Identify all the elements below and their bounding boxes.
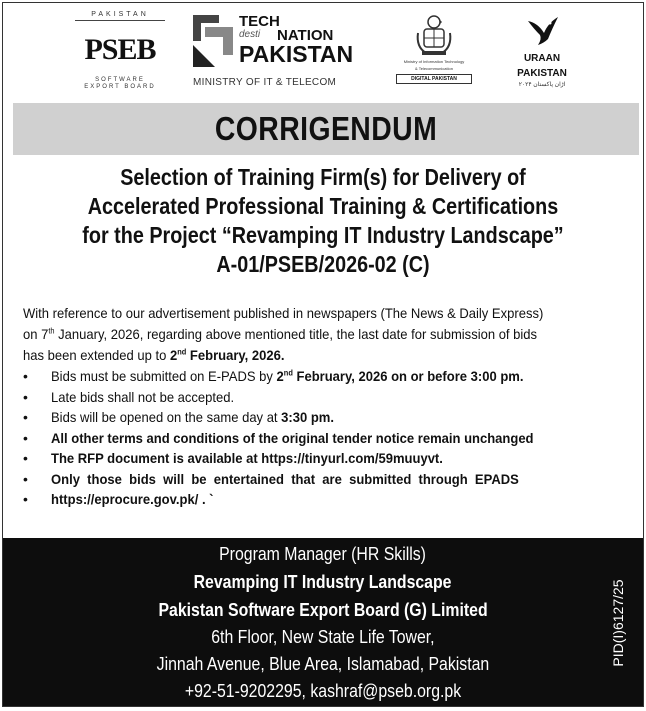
footer-address-1-text: 6th Floor, New State Life Tower, <box>211 627 435 647</box>
heading-line-1: Selection of Training Firm(s) for Delivery of <box>120 164 526 190</box>
intro-line-2-start: on 7 <box>23 326 49 342</box>
heading-line-3: for the Project “Revamping IT Industry Landscape” <box>82 222 564 248</box>
pid-reference-text: PID(I)6127/25 <box>610 579 626 667</box>
uraan-logo-urdu-text: اڑان پاکستان ۲۰۲۴ <box>518 82 566 88</box>
intro-line-1 <box>23 303 629 324</box>
logo-row <box>3 3 643 103</box>
tech-logo-word-pakistan: PAKISTAN <box>239 41 354 67</box>
notice-bullet-list <box>23 366 629 510</box>
pseb-logo-bottom-line2: EXPORT BOARD <box>84 84 156 90</box>
notice-body <box>23 303 629 510</box>
pseb-logo <box>75 11 165 91</box>
footer-project <box>3 572 643 593</box>
bullet-6-line-1: Only those bids will be entertained that are submitted through EPADS <box>51 470 519 487</box>
bullet-1-sup: nd <box>283 368 293 378</box>
bullet-4-text: All other terms and conditions of the original tender notice remain unchanged <box>51 429 534 446</box>
bullet-epads-continued <box>23 489 629 510</box>
footer-address-2 <box>3 654 643 675</box>
bullet-opening-time <box>23 407 629 428</box>
bullet-6-link[interactable]: https://eprocure.gov.pk/ . ` <box>51 491 214 507</box>
bullet-late-bids <box>23 387 629 408</box>
footer-address-1 <box>3 627 643 648</box>
footer-contact <box>3 681 643 702</box>
bullet-3-time: 3:30 pm. <box>281 409 335 425</box>
corrigendum-advertisement <box>2 2 644 707</box>
bullet-2-text: Late bids shall not be accepted. <box>51 388 235 405</box>
footer-project-text: Revamping IT Industry Landscape <box>194 572 452 592</box>
bullet-1-text: Bids must be submitted on E-PADS by <box>51 368 277 384</box>
heading-line-2: Accelerated Professional Training & Certifications <box>87 193 559 219</box>
bullet-epads <box>23 469 629 490</box>
notice-heading <box>3 163 643 279</box>
intro-line-2 <box>23 324 629 345</box>
ministry-it-logo <box>396 13 472 93</box>
heading-line-4: A-01/PSEB/2026-02 (C) <box>216 251 430 277</box>
intro-line-2-end: January, 2026, regarding above mentioned title, the last date for submission of bids <box>54 326 538 342</box>
intro-line-3 <box>23 345 629 366</box>
intro-line-3-date-day: 2 <box>169 347 178 363</box>
bullet-submission-deadline <box>23 366 629 387</box>
tech-destination-mark-icon <box>193 15 233 67</box>
bullet-other-terms <box>23 428 629 449</box>
ministry-logo-line2: & Telecommunication <box>415 66 453 71</box>
intro-line-3-date: February, 2026. <box>186 347 285 363</box>
pseb-logo-top-text: PAKISTAN <box>91 11 149 18</box>
uraan-logo-word2: PAKISTAN <box>517 68 567 79</box>
bullet-5-text[interactable]: The RFP document is available at https://tinyurl.com/59muuyvt. <box>51 450 443 466</box>
intro-line-1-text: With reference to our advertisement published in newspapers (The News & Daily Express) <box>23 305 544 321</box>
bullet-1-day: 2 <box>276 368 284 384</box>
tech-logo-word-tech: TECH <box>239 13 280 30</box>
contact-footer <box>3 538 643 706</box>
intro-line-2-sup: th <box>48 326 55 336</box>
footer-address-2-text: Jinnah Avenue, Blue Area, Islamabad, Pakistan <box>156 654 490 674</box>
intro-line-3-sup: nd <box>177 347 187 357</box>
tech-logo-ministry-text: MINISTRY OF IT & TELECOM <box>193 77 337 88</box>
tech-logo-word-desti: desti <box>239 29 261 40</box>
footer-designation-text: Program Manager (HR Skills) <box>219 544 427 564</box>
footer-designation <box>3 544 643 565</box>
digital-pakistan-label: DIGITAL PAKISTAN <box>396 74 472 84</box>
uraan-logo-word1: URAAN <box>523 53 561 64</box>
ministry-logo-line1: Ministry of Information Technology <box>403 59 465 64</box>
state-emblem-icon <box>412 13 456 57</box>
footer-organization-text: Pakistan Software Export Board (G) Limited <box>158 600 488 620</box>
intro-line-3-start: has been extended up to <box>23 347 170 363</box>
pid-reference <box>603 575 633 671</box>
tech-logo-word-nation: NATION <box>277 27 334 44</box>
banner-title: CORRIGENDUM <box>214 110 438 147</box>
pseb-logo-bottom-line1: SOFTWARE <box>95 77 145 83</box>
footer-contact-text[interactable]: +92-51-9202295, kashraf@pseb.org.pk <box>184 681 462 701</box>
pseb-logo-rule <box>75 20 165 21</box>
footer-organization <box>3 600 643 621</box>
tech-destination-logo <box>193 13 363 93</box>
bullet-1-date: February, 2026 on or before 3:00 pm. <box>292 368 524 384</box>
corrigendum-banner <box>13 103 639 155</box>
uraan-pakistan-logo <box>501 13 583 93</box>
bullet-3-text: Bids will be opened on the same day at <box>51 409 282 425</box>
pseb-logo-bottom-text <box>75 77 165 91</box>
bird-icon <box>524 13 560 49</box>
pseb-logo-mark: PSEB <box>84 33 156 66</box>
bullet-rfp-document <box>23 448 629 469</box>
intro-paragraph <box>23 303 629 366</box>
